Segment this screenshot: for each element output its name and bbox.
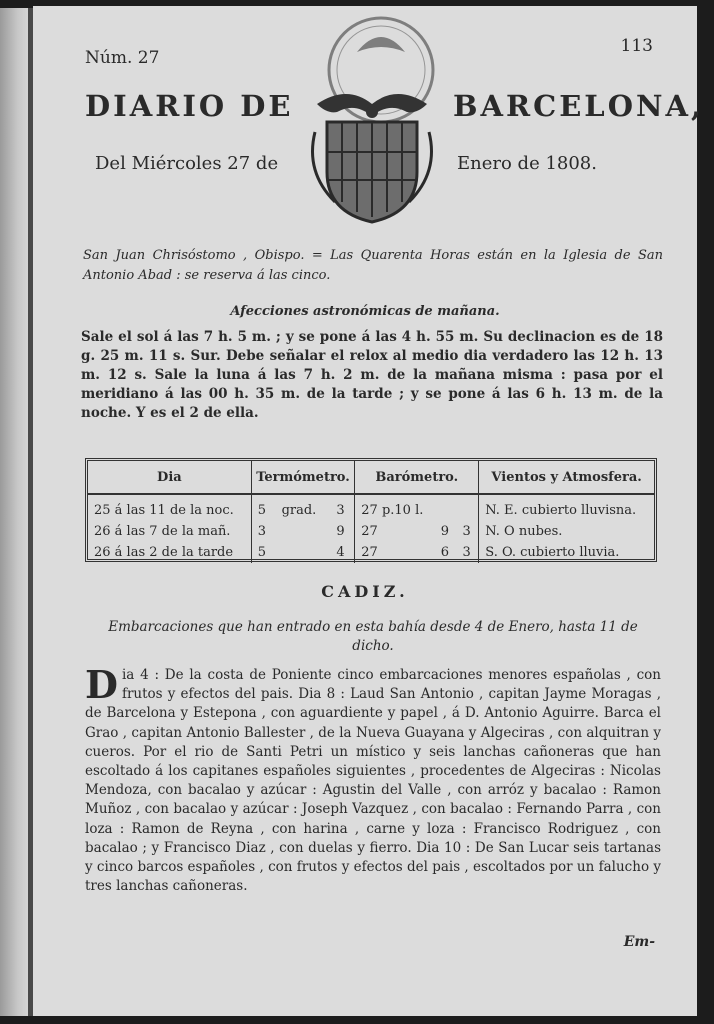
cell-unit	[276, 542, 331, 563]
cadiz-heading: CADIZ.	[321, 582, 409, 601]
cell-frac: 4	[330, 542, 354, 563]
newspaper-page	[33, 6, 705, 1016]
table-row	[88, 542, 654, 563]
saint-of-day-notice: San Juan Chrisóstomo , Obispo. = Las Quarenta Horas están en la Iglesia de San Antonio Abad : se reserva á las cinco.	[83, 248, 663, 283]
col-termometro: Termómetro.	[251, 461, 355, 494]
table-row	[88, 494, 654, 521]
cell-grad: 5	[257, 545, 267, 560]
cell-wind: N. E. cubierto lluvisna.	[485, 503, 637, 518]
page-number: 113	[620, 36, 653, 56]
cell-bar-in: 27	[361, 524, 378, 539]
astronomy-text: Sale el sol á las 7 h. 5 m. ; y se pone á las 4 h. 55 m. Su declinacion es de 18 g. 25 m. 11 s. Sur. Debe señalar el relox al medio dia verdadero las 12 h. 13 m. 12 s. Sale la luna á las 7 h. 2 m. de la mañana misma : pasa por el meridiano á las 00 h. 35 m. de la tarde ; y se pone á las 6 h. 13 m. de la noche. Y es el 2 de ella.	[81, 329, 663, 421]
weather-table	[85, 458, 657, 562]
col-barometro: Barómetro.	[355, 461, 479, 494]
cadiz-article	[85, 662, 661, 896]
cell-bar-l: 6	[440, 545, 450, 560]
cell-bar-l: 9	[440, 524, 450, 539]
cadiz-subheading: Embarcaciones que han entrado en esta bahía desde 4 de Enero, hasta 11 de dicho.	[108, 619, 638, 654]
cell-wind: S. O. cubierto lluvia.	[485, 545, 620, 560]
date-left: Del Miércoles 27 de	[95, 153, 279, 174]
drop-cap: D	[85, 662, 118, 707]
catchword: Em-	[623, 934, 655, 950]
table-row	[88, 521, 654, 542]
cell-grad: 3	[257, 524, 267, 539]
cell-frac: 3	[330, 494, 354, 521]
date-right: Enero de 1808.	[457, 153, 597, 174]
cell-dia: 26 á las 7 de la mañ.	[88, 521, 251, 542]
issue-number: Núm. 27	[85, 48, 160, 68]
cell-unit: grad.	[281, 503, 317, 518]
cell-dia: 25 á las 11 de la noc.	[88, 494, 251, 521]
cell-unit	[276, 521, 331, 542]
cell-grad: 5	[257, 503, 267, 518]
masthead-left: DIARIO DE	[85, 89, 294, 123]
cell-bar-in: 27 p.10 l.	[361, 503, 424, 518]
cell-bar-l	[435, 494, 457, 521]
astronomy-heading: Afecciones astronómicas de mañana.	[230, 304, 500, 319]
cell-dia: 26 á las 2 de la tarde	[88, 542, 251, 563]
cell-bar-in: 27	[361, 545, 378, 560]
col-vientos: Vientos y Atmosfera.	[479, 461, 654, 494]
cell-frac: 9	[330, 521, 354, 542]
cell-bar-f: 3	[456, 521, 478, 542]
cell-bar-f	[456, 494, 478, 521]
cell-wind: N. O nubes.	[485, 524, 563, 539]
adjacent-page-edge	[0, 8, 30, 1016]
coat-of-arms-icon	[297, 12, 447, 232]
cell-bar-f: 3	[456, 542, 478, 563]
col-dia: Dia	[88, 461, 251, 494]
cadiz-body: ia 4 : De la costa de Poniente cinco embarcaciones menores españolas , con frutos y efectos del pais. Dia 8 : Laud San Antonio , capitan Jayme Moragas , de Barcelona y Estepona , con aguardiente y papel , á D. Antonio Aguirre. Barca el Grao , capitan Antonio Ballester , de la Nueva Guayana y Algeciras , con alquitran y cueros. Por el rio de Santi Petri un místico y seis lanchas cañoneras que han escoltado á los capitanes españoles siguientes , procedentes de Algeciras : Nicolas Mendoza, con bacalao y azúcar : Agustin del Valle , con arróz y bacalao : Ramon Muñoz , con bacalao y azúcar : Joseph Vazquez , con bacalao : Fernando Parra , con loza : Ramon de Reyna , con harina , carne y loza : Francisco Rodriguez , con bacalao ; y Francisco Diaz , con duelas y fierro. Dia 10 : De San Lucar seis tartanas y cinco barcos españoles , con frutos y efectos del pais , escoltados por un falucho y tres lanchas cañoneras.	[85, 667, 661, 895]
masthead-right: BARCELONA,	[453, 89, 705, 123]
